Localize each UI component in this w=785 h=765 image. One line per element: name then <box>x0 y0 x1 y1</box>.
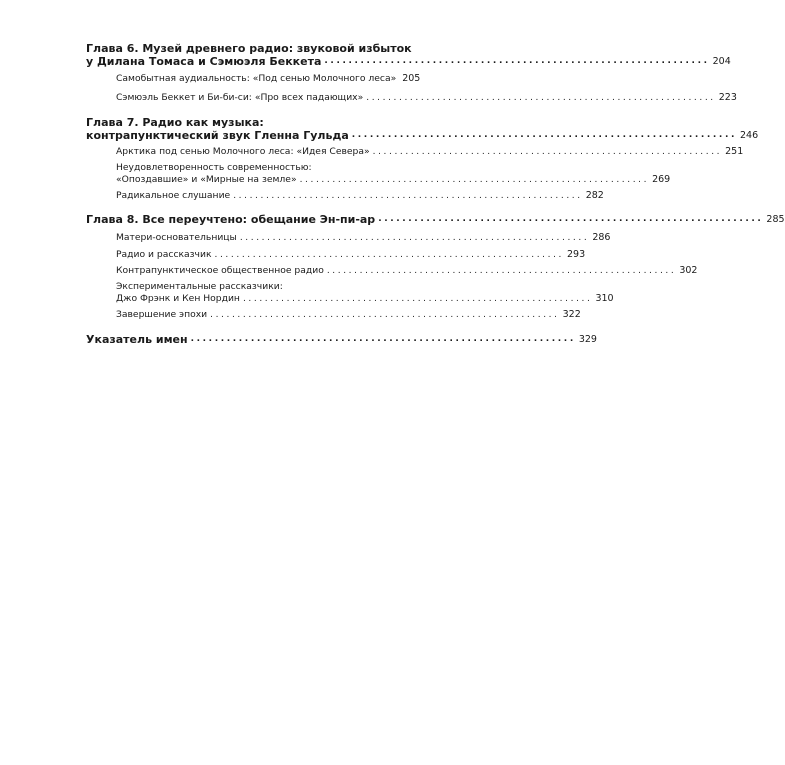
toc-entry-page: 293 <box>567 249 586 260</box>
toc-entry-title: Самобытная аудиальность: «Под сенью Молочного леса» <box>116 73 397 84</box>
toc-entry-title: Матери-основательницы <box>116 232 237 243</box>
toc-entry-title: Завершение эпохи <box>116 309 208 320</box>
toc-entry-title-line2: «Опоздавшие» и «Мирные на земле» <box>116 174 297 185</box>
chapter-7-title-line1: Глава 7. Радио как музыка: <box>86 116 264 129</box>
leader-dots: ................................................................ <box>190 334 576 344</box>
chapter-6-title-line2-row <box>86 55 731 68</box>
toc-entry-title: Арктика под сенью Молочного леса: «Идея Севера» <box>116 146 370 157</box>
toc-entry-page: 286 <box>592 232 611 243</box>
chapter-7-title-line2-row <box>86 129 759 142</box>
chapter-7-page: 246 <box>739 130 759 141</box>
index-page: 329 <box>578 334 597 345</box>
toc-entry-page: 223 <box>718 92 737 103</box>
toc-entry <box>116 92 737 104</box>
toc-entry <box>116 309 581 321</box>
toc-entry <box>116 265 698 277</box>
chapter-8-page: 285 <box>766 214 785 225</box>
toc-entry-page: 282 <box>585 190 604 201</box>
chapter-6-page: 204 <box>712 56 731 67</box>
toc-entry-page: 205 <box>402 73 421 84</box>
toc-entry-title-line1: Экспериментальные рассказчики: <box>116 281 283 292</box>
chapter-6 <box>86 42 731 68</box>
leader-dots: ................................................................ <box>214 250 565 260</box>
toc-entry-title: Сэмюэль Беккет и Би-би-си: «Про всех падающих» <box>116 92 364 103</box>
toc-entry-page: 322 <box>562 309 581 320</box>
toc-entry-page: 310 <box>595 293 614 304</box>
toc-entry <box>116 281 614 305</box>
leader-dots: ................................................................ <box>233 191 583 201</box>
leader-dots: ................................................................ <box>239 233 590 243</box>
leader-dots: ................................................................ <box>324 56 710 66</box>
toc-entry-title: Радикальное слушание <box>116 190 231 201</box>
leader-dots: ................................................................ <box>242 294 593 304</box>
chapter-8 <box>86 213 785 226</box>
toc-entry-title-line1: Неудовлетворенность современностью: <box>116 162 312 173</box>
toc-entry-page: 269 <box>652 174 671 185</box>
index-title: Указатель имен <box>86 333 188 346</box>
leader-dots: ................................................................ <box>351 130 737 140</box>
chapter-7 <box>86 116 759 142</box>
leader-dots: ................................................................ <box>326 266 677 276</box>
toc-entry <box>116 190 604 202</box>
toc-entry-page: 302 <box>679 265 698 276</box>
toc-entry-title: Контрапунктическое общественное радио <box>116 265 324 276</box>
toc-entry-page: 251 <box>725 146 744 157</box>
toc-entry <box>116 232 611 244</box>
leader-dots: ................................................................ <box>299 175 650 185</box>
leader-dots: ................................................................ <box>372 147 723 157</box>
toc-entry-title-line2: Джо Фрэнк и Кен Нордин <box>116 293 240 304</box>
toc-entry-title: Радио и рассказчик <box>116 249 212 260</box>
toc-entry <box>116 249 586 261</box>
leader-dots: ................................................................ <box>366 93 716 103</box>
toc-entry <box>116 146 744 158</box>
chapter-8-title: Глава 8. Все переучтено: обещание Эн-пи-ар <box>86 213 376 226</box>
toc-entry <box>116 162 671 186</box>
index-entry <box>86 333 597 346</box>
leader-dots: ................................................................ <box>210 310 560 320</box>
toc-entry <box>116 73 421 85</box>
chapter-6-title-line1: Глава 6. Музей древнего радио: звуковой избыток <box>86 42 412 55</box>
chapter-6-title-line2: у Дилана Томаса и Сэмюэля Беккета <box>86 55 322 68</box>
leader-dots: ................................................................ <box>378 214 764 224</box>
chapter-7-title-line2: контрапунктический звук Гленна Гульда <box>86 129 349 142</box>
